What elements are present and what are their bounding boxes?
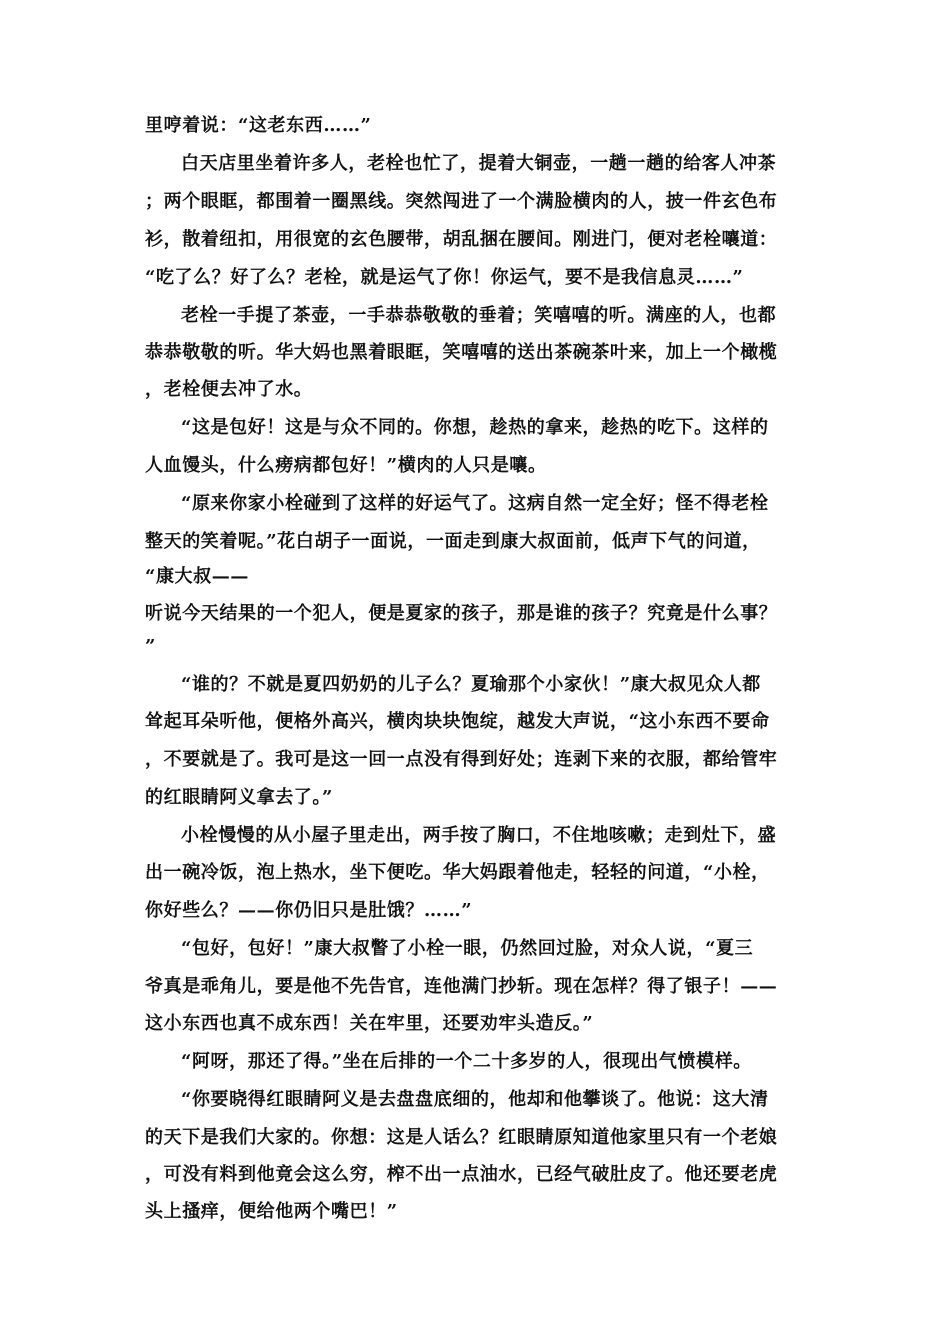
- text-line: ”: [145, 636, 156, 657]
- text-line: ，不要就是了。我可是这一回一点没有得到好处；连剥下来的衣服，都给管牢: [145, 749, 778, 770]
- text-line: 小栓慢慢的从小屋子里走出，两手按了胸口，不住地咳嗽；走到灶下，盛: [181, 825, 777, 846]
- text-line: 老栓一手提了茶壶，一手恭恭敬敬的垂着；笑嘻嘻的听。满座的人，也都: [181, 305, 777, 326]
- text-line: 听说今天结果的一个犯人，便是夏家的孩子，那是谁的孩子？究竟是什么事？: [145, 603, 778, 624]
- text-line: 耸起耳朵听他，便格外高兴，横肉块块饱绽，越发大声说，“这小东西不要命: [145, 711, 770, 732]
- text-line: 里哼着说：“这老东西……”: [145, 115, 372, 136]
- text-line: ，可没有料到他竟会这么穷，榨不出一点油水，已经气破肚皮了。他还要老虎: [145, 1164, 778, 1185]
- text-line: 的天下是我们大家的。你想：这是人话么？红眼睛原知道他家里只有一个老娘: [145, 1127, 778, 1148]
- text-line: 人血馒头，什么痨病都包好！”横肉的人只是嚷。: [145, 455, 547, 476]
- text-line: “这是包好！这是与众不同的。你想，趁热的拿来，趁热的吃下。这样的: [181, 417, 769, 438]
- text-line: “包好，包好！”康大叔瞥了小栓一眼，仍然回过脸，对众人说，“夏三: [181, 938, 754, 959]
- text-line: “阿呀，那还了得。”坐在后排的一个二十多岁的人，很现出气愤模样。: [181, 1051, 752, 1072]
- text-line: “谁的？不就是夏四奶奶的儿子么？夏瑜那个小家伙！”康大叔见众人都: [181, 674, 761, 695]
- text-line: 衫，散着纽扣，用很宽的玄色腰带，胡乱捆在腰间。刚进门，便对老栓嚷道：: [145, 229, 778, 250]
- text-line: “康大叔——: [145, 566, 249, 587]
- text-line: “吃了么？好了么？老栓，就是运气了你！你运气，要不是我信息灵……”: [145, 267, 744, 288]
- text-line: 头上搔痒，便给他两个嘴巴！”: [145, 1201, 398, 1222]
- text-line: 这小东西也真不成东西！关在牢里，还要劝牢头造反。”: [145, 1013, 594, 1034]
- text-line: ；两个眼眶，都围着一圈黑线。突然闯进了一个满脸横肉的人，披一件玄色布: [145, 191, 778, 212]
- text-line: 出一碗冷饭，泡上热水，坐下便吃。华大妈跟着他走，轻轻的问道，“小栓，: [145, 862, 770, 883]
- text-line: 整天的笑着呢。”花白胡子一面说，一面走到康大叔面前，低声下气的问道，: [145, 531, 761, 552]
- text-line: 你好些么？——你仍旧只是肚饿？……”: [145, 900, 473, 921]
- text-line: 爷真是乖角儿，要是他不先告官，连他满门抄斩。现在怎样？得了银子！——: [145, 976, 778, 997]
- text-line: “你要晓得红眼睛阿义是去盘盘底细的，他却和他攀谈了。他说：这大清: [181, 1089, 769, 1110]
- text-line: 恭恭敬敬的听。华大妈也黑着眼眶，笑嘻嘻的送出茶碗茶叶来，加上一个橄榄: [145, 342, 778, 363]
- text-line: “原来你家小栓碰到了这样的好运气了。这病自然一定全好；怪不得老栓: [181, 493, 769, 514]
- text-line: 白天店里坐着许多人，老栓也忙了，提着大铜壶，一趟一趟的给客人冲茶: [181, 153, 777, 174]
- text-line: ，老栓便去冲了水。: [145, 379, 313, 400]
- text-line: 的红眼睛阿义拿去了。”: [145, 787, 333, 808]
